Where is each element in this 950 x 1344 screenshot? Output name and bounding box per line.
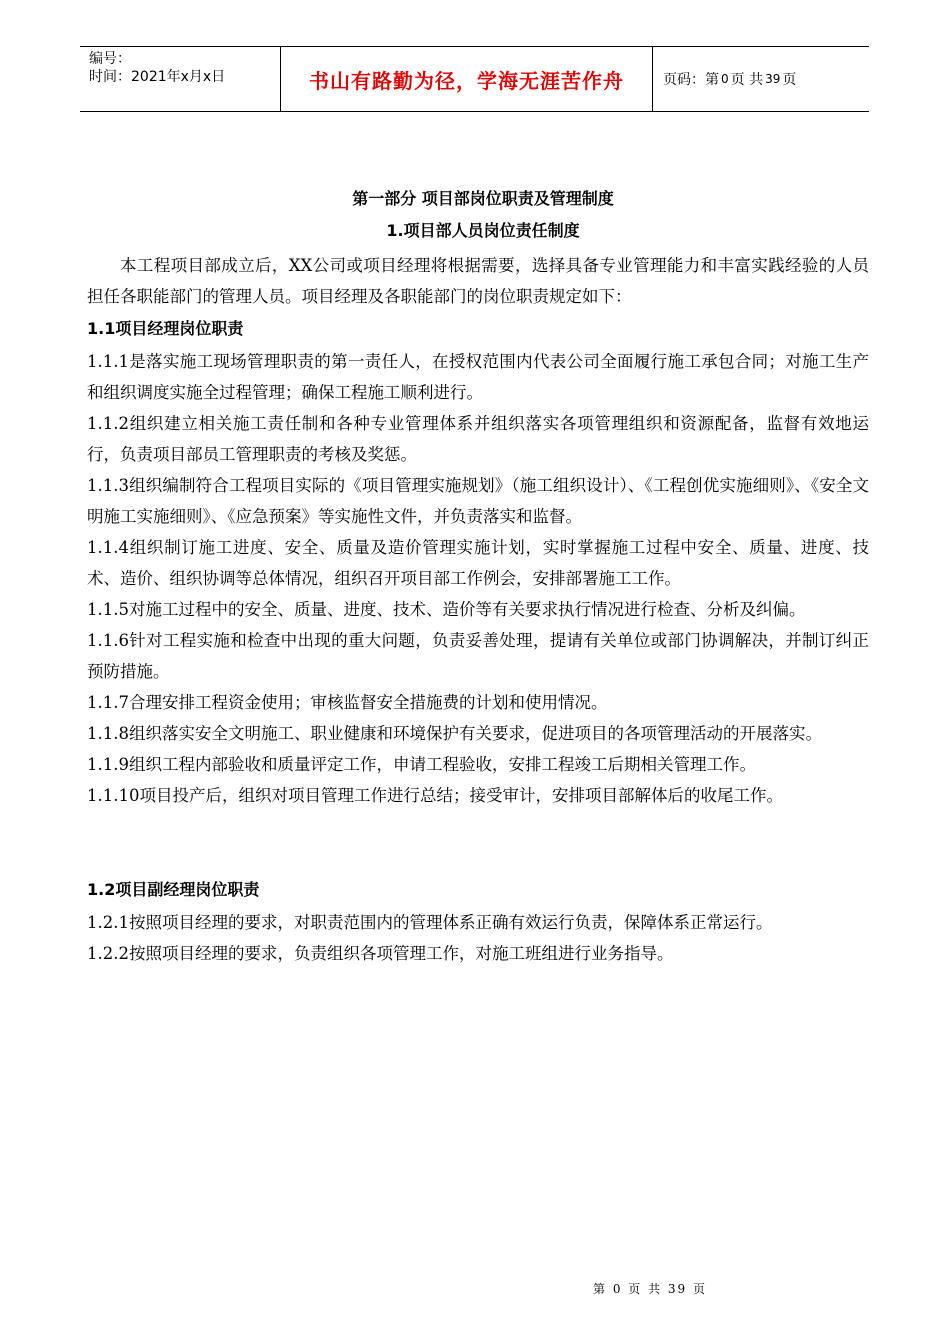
header-meta-cell [80, 47, 281, 111]
page-prefix: 页码：第 [663, 72, 719, 88]
page-current: 0 [721, 72, 729, 86]
page-header [80, 46, 869, 112]
list-item: 1.1.1是落实施工现场管理职责的第一责任人，在授权范围内代表公司全面履行施工承包合同；对施工生产和组织调度实施全过程管理；确保工程施工顺利进行。 [87, 352, 869, 402]
list-item: 1.1.4组织制订施工进度、安全、质量及造价管理实施计划，实时掌握施工过程中安全、质量、进度、技术、造价、组织协调等总体情况，组织召开项目部工作例会，安排部署施工工作。 [87, 538, 869, 588]
header-page-info [653, 47, 869, 111]
header-motto: 书山有路勤为径，学海无涯苦作舟 [281, 47, 653, 111]
intro-paragraph: 本工程项目部成立后，XX公司或项目经理将根据需要，选择具备专业管理能力和丰富实践经验的人员担任各职能部门的管理人员。项目经理及各职能部门的岗位职责规定如下： [87, 256, 869, 306]
list-item: 1.1.10项目投产后，组织对项目管理工作进行总结；接受审计，安排项目部解体后的收尾工作。 [87, 786, 783, 805]
list-item: 1.1.6针对工程实施和检查中出现的重大问题，负责妥善处理，提请有关单位或部门协调解决，并制订纠正预防措施。 [87, 631, 869, 681]
section-heading-1-2: 1.2项目副经理岗位职责 [87, 880, 260, 899]
document-title: 第一部分 项目部岗位职责及管理制度 [352, 189, 614, 208]
list-item: 1.1.3组织编制符合工程项目实际的《项目管理实施规划》（施工组织设计）、《工程创优实施细则》、《安全文明施工实施细则》、《应急预案》等实施性文件，并负责落实和监督。 [87, 476, 869, 526]
page-suffix: 页 [782, 72, 797, 88]
list-item: 1.1.8组织落实安全文明施工、职业健康和环境保护有关要求，促进项目的各项管理活动的开展落实。 [87, 724, 822, 743]
document-subtitle: 1.项目部人员岗位责任制度 [386, 221, 580, 240]
page-total: 39 [765, 72, 781, 86]
document-body [87, 182, 869, 969]
list-item: 1.1.9组织工程内部验收和质量评定工作，申请工程验收，安排工程竣工后期相关管理工作。 [87, 755, 756, 774]
page-footer: 第 0 页 共 39 页 [593, 1282, 707, 1296]
page-mid: 页 共 [730, 72, 764, 88]
time-label: 时间：2021年x月x日 [89, 69, 226, 85]
list-item: 1.1.7合理安排工程资金使用；审核监督安全措施费的计划和使用情况。 [87, 693, 608, 712]
list-item: 1.1.2组织建立相关施工责任制和各种专业管理体系并组织落实各项管理组织和资源配备，监督有效地运行，负责项目部员工管理职责的考核及奖惩。 [87, 414, 869, 464]
list-item: 1.2.1按照项目经理的要求，对职责范围内的管理体系正确有效运行负责，保障体系正常运行。 [87, 913, 773, 932]
section-spacer [87, 811, 869, 873]
section-heading-1-1: 1.1项目经理岗位职责 [87, 319, 244, 338]
serial-label: 编号： [89, 51, 131, 67]
list-item: 1.1.5对施工过程中的安全、质量、进度、技术、造价等有关要求执行情况进行检查、分析及纠偏。 [87, 600, 806, 619]
list-item: 1.2.2按照项目经理的要求，负责组织各项管理工作，对施工班组进行业务指导。 [87, 944, 674, 963]
